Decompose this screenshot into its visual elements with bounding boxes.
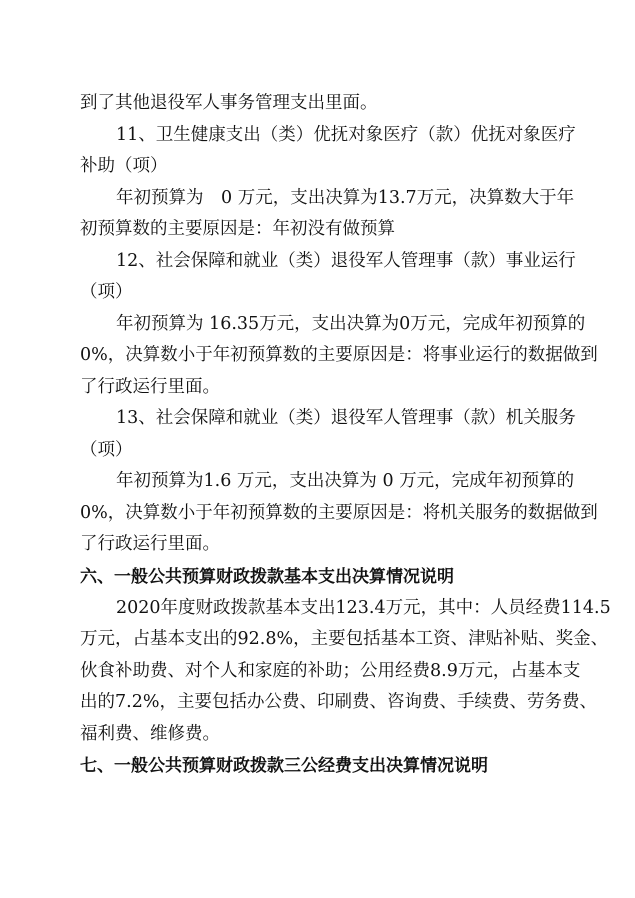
item-title: 13、社会保障和就业（类）退役军人管理事（款）机关服务 bbox=[116, 408, 576, 428]
text-line: 伙食补助费、对个人和家庭的补助；公用经费8.9万元，占基本支 bbox=[80, 660, 581, 681]
item-title: 12、社会保障和就业（类）退役军人管理事（款）事业运行 bbox=[116, 250, 576, 271]
item-title: 11、卫生健康支出（类）优抚对象医疗（款）优抚对象医疗 bbox=[116, 124, 576, 145]
document-body bbox=[80, 88, 611, 782]
text-line: 出的7.2%，主要包括办公费、印刷费、咨询费、手续费、劳务费、 bbox=[80, 692, 597, 712]
text-line: 0%，决算数小于年初预算数的主要原因是：将机关服务的数据做到 bbox=[80, 502, 598, 523]
text-line: 到了其他退役军人事务管理支出里面。 bbox=[80, 93, 378, 113]
text-line: 年初预算为 0 万元，支出决算为13.7万元，决算数大于年 bbox=[116, 187, 575, 208]
text-line: 了行政运行里面。 bbox=[80, 534, 220, 554]
text-line: 福利费、维修费。 bbox=[80, 723, 220, 744]
text-line: 了行政运行里面。 bbox=[80, 376, 220, 397]
text-line: 万元，占基本支出的92.8%，主要包括基本工资、津贴补贴、奖金、 bbox=[80, 629, 609, 649]
item-title-cont: （项） bbox=[80, 439, 133, 460]
item-title-cont: 补助（项） bbox=[80, 156, 168, 176]
text-line: 年初预算为 16.35万元，支出决算为0万元，完成年初预算的 bbox=[116, 313, 586, 334]
text-line: 2020年度财政拨款基本支出123.4万元，其中：人员经费114.5 bbox=[116, 597, 611, 618]
text-line: 初预算数的主要原因是：年初没有做预算 bbox=[80, 219, 395, 239]
item-title-cont: （项） bbox=[80, 282, 133, 302]
section-heading-6: 六、一般公共预算财政拨款基本支出决算情况说明 bbox=[80, 566, 454, 587]
section-heading-7: 七、一般公共预算财政拨款三公经费支出决算情况说明 bbox=[80, 756, 488, 776]
text-line: 0%，决算数小于年初预算数的主要原因是：将事业运行的数据做到 bbox=[80, 345, 598, 365]
text-line: 年初预算为1.6 万元，支出决算为 0 万元，完成年初预算的 bbox=[116, 471, 575, 491]
